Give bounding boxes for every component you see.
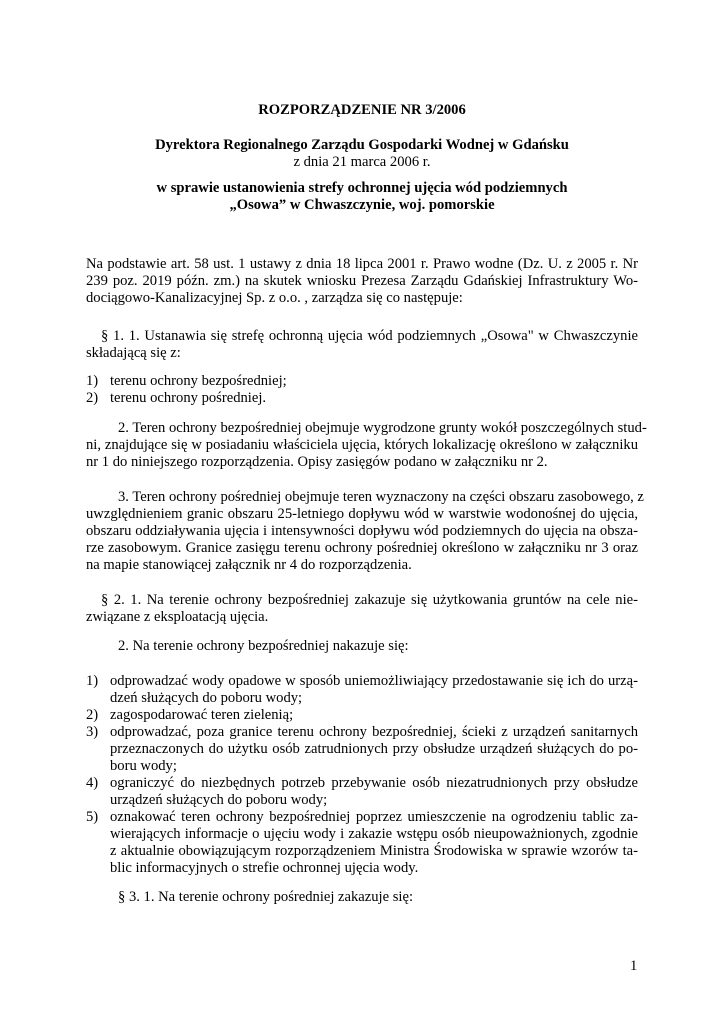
paragraph-1-3-line: obszaru oddziaływania ujęcia i intensywności dopływu wód podziemnych do ujęcia na obsza- — [86, 523, 638, 539]
list-number: 5) — [86, 809, 99, 825]
list-item: terenu ochrony pośredniej. — [110, 390, 267, 406]
list-item-line: zagospodarować teren zielenią; — [110, 707, 294, 723]
paragraph-1-2-line: 2. Teren ochrony bezpośredniej obejmuje wygrodzone grunty wokół poszczególnych stud- — [118, 420, 647, 436]
list-item-line: przeznaczonych do użytku osób zatrudnionych przy obsłudze urządzeń służących do po- — [110, 741, 638, 757]
paragraph-2-2: 2. Na terenie ochrony bezpośredniej nakazuje się: — [118, 638, 409, 654]
list-number: 2) — [86, 707, 99, 723]
paragraph-2-line: związane z eksploatacją ujęcia. — [86, 609, 269, 625]
paragraph-1-3-line: na mapie stanowiącej załącznik nr 4 do rozporządzenia. — [86, 557, 412, 573]
document-title: ROZPORZĄDZENIE NR 3/2006 — [258, 102, 466, 118]
list-item-line: oznakować teren ochrony bezpośredniej poprzez umieszczenie na ogrodzeniu tablic za- — [110, 809, 638, 825]
page-number: 1 — [630, 958, 638, 974]
issuer-line: Dyrektora Regionalnego Zarządu Gospodarki Wodnej w Gdańsku — [155, 137, 569, 153]
paragraph-3-line: § 3. 1. Na terenie ochrony pośredniej zakazuje się: — [118, 889, 414, 905]
intro-line: Na podstawie art. 58 ust. 1 ustawy z dnia 18 lipca 2001 r. Prawo wodne (Dz. U. z 2005 r. Nr — [86, 256, 638, 272]
list-item-line: odprowadzać, poza granice terenu ochrony bezpośredniej, ścieki z urządzeń sanitarnych — [110, 724, 638, 740]
paragraph-1-line: § 1. 1. Ustanawia się strefę ochronną ujęcia wód podziemnych „Osowa" w Chwaszczynie — [101, 328, 638, 344]
paragraph-1-2-line: ni, znajdujące się w posiadaniu właściciela ujęcia, których lokalizację określono w załączniku — [86, 437, 638, 453]
list-number: 1) — [86, 373, 99, 389]
list-item-line: wierających informacje o ujęciu wody i zakazie wstępu osób nieupoważnionych, zgodnie — [110, 826, 638, 842]
list-item-line: dzeń służących do poboru wody; — [110, 690, 303, 706]
document-date: z dnia 21 marca 2006 r. — [293, 154, 431, 170]
list-item-line: urządzeń służących do poboru wody; — [110, 792, 328, 808]
paragraph-1-2-line: nr 1 do niniejszego rozporządzenia. Opisy zasięgów podano w załączniku nr 2. — [86, 454, 548, 470]
intro-line: 239 poz. 2019 późn. zm.) na skutek wniosku Prezesa Zarządu Gdańskiej Infrastruktury Wo- — [86, 273, 638, 289]
list-item-line: ograniczyć do niezbędnych potrzeb przebywanie osób niezatrudnionych przy obsłudze — [110, 775, 638, 791]
list-number: 4) — [86, 775, 99, 791]
list-item-line: boru wody; — [110, 758, 177, 774]
list-number: 1) — [86, 673, 99, 689]
paragraph-1-3-line: rze zasobowym. Granice zasięgu terenu ochrony pośredniej określono w załączniku nr 3 oraz — [86, 540, 638, 556]
list-number: 3) — [86, 724, 99, 740]
list-item-line: z aktualnie obowiązującym rozporządzeniem Ministra Środowiska w sprawie wzorów ta- — [110, 843, 638, 859]
intro-line: dociągowo-Kanalizacyjnej Sp. z o.o. , zarządza się co następuje: — [86, 290, 463, 306]
list-item-line: odprowadzać wody opadowe w sposób uniemożliwiający przedostawanie się ich do urzą- — [110, 673, 638, 689]
paragraph-1-line: składającą się z: — [86, 345, 181, 361]
list-item-line: blic informacyjnych o strefie ochronnej ujęcia wody. — [110, 860, 419, 876]
subject-line-1: w sprawie ustanowienia strefy ochronnej ujęcia wód podziemnych — [156, 180, 568, 196]
paragraph-1-3-line: 3. Teren ochrony pośredniej obejmuje teren wyznaczony na części obszaru zasobowego, z — [118, 489, 644, 505]
subject-line-2: „Osowa” w Chwaszczynie, woj. pomorskie — [229, 197, 495, 213]
list-number: 2) — [86, 390, 99, 406]
paragraph-2-line: § 2. 1. Na terenie ochrony bezpośredniej zakazuje się użytkowania gruntów na cele nie- — [101, 592, 638, 608]
list-item: terenu ochrony bezpośredniej; — [110, 373, 287, 389]
paragraph-1-3-line: uwzględnieniem granic obszaru 25-letniego dopływu wód w warstwie wodonośnej do ujęcia, — [86, 506, 638, 522]
